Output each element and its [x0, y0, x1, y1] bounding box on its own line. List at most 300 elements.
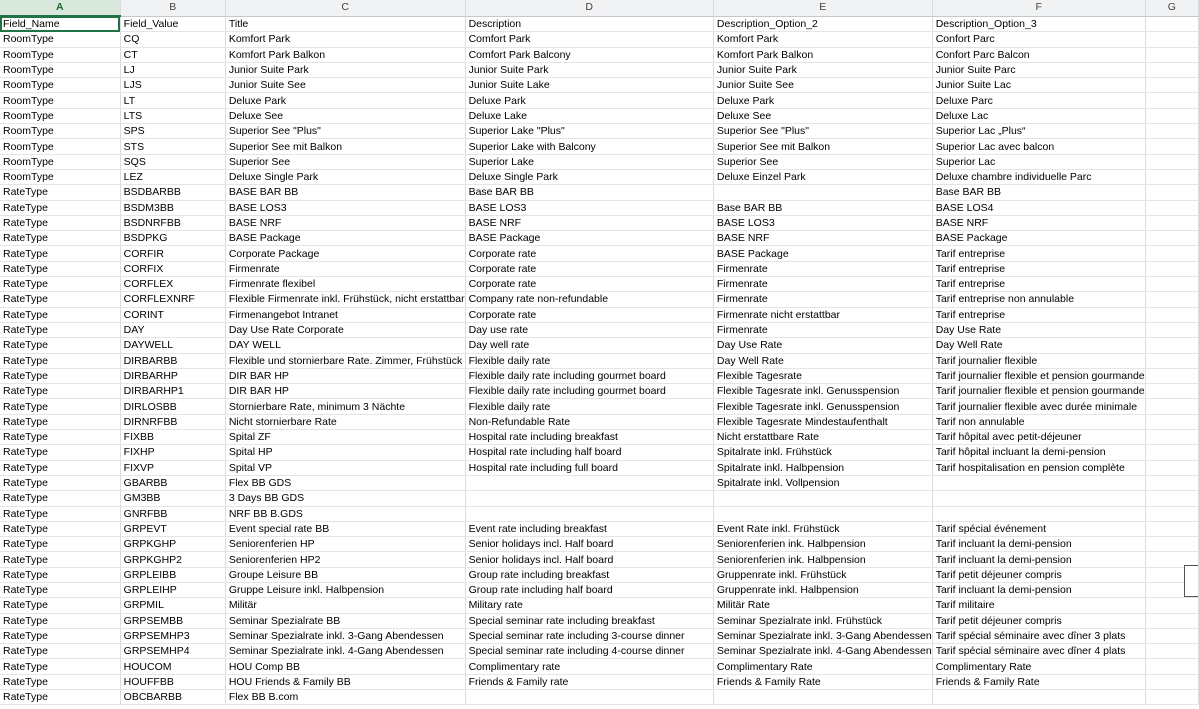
cell-a45[interactable]: RateType [0, 690, 120, 705]
cell-b12[interactable]: BSDBARBB [120, 185, 225, 200]
cell-d35[interactable]: Senior holidays incl. Half board [465, 537, 713, 552]
cell-e19[interactable]: Firmenrate [713, 292, 932, 307]
cell-e12[interactable] [713, 185, 932, 200]
cell-b2[interactable]: CQ [120, 32, 225, 47]
cell-f23[interactable]: Tarif journalier flexible [932, 353, 1145, 368]
cell-c10[interactable]: Superior See [225, 154, 465, 169]
cell-f4[interactable]: Junior Suite Parc [932, 62, 1145, 77]
cell-a41[interactable]: RateType [0, 628, 120, 643]
cell-g29[interactable] [1145, 445, 1198, 460]
cell-d6[interactable]: Deluxe Park [465, 93, 713, 108]
cell-g35[interactable] [1145, 537, 1198, 552]
cell-c8[interactable]: Superior See "Plus" [225, 124, 465, 139]
cell-e14[interactable]: BASE LOS3 [713, 215, 932, 230]
cell-d29[interactable]: Hospital rate including half board [465, 445, 713, 460]
cell-f1[interactable]: Description_Option_3 [932, 16, 1145, 32]
cell-a35[interactable]: RateType [0, 537, 120, 552]
cell-b33[interactable]: GNRFBB [120, 506, 225, 521]
cell-d16[interactable]: Corporate rate [465, 246, 713, 261]
cell-g23[interactable] [1145, 353, 1198, 368]
cell-b25[interactable]: DIRBARHP1 [120, 384, 225, 399]
cell-d13[interactable]: BASE LOS3 [465, 200, 713, 215]
cell-a13[interactable]: RateType [0, 200, 120, 215]
cell-a5[interactable]: RoomType [0, 78, 120, 93]
cell-c18[interactable]: Firmenrate flexibel [225, 277, 465, 292]
cell-c16[interactable]: Corporate Package [225, 246, 465, 261]
cell-a32[interactable]: RateType [0, 491, 120, 506]
column-header-d[interactable]: D [465, 0, 713, 16]
cell-f38[interactable]: Tarif incluant la demi-pension [932, 582, 1145, 597]
cell-g3[interactable] [1145, 47, 1198, 62]
cell-b30[interactable]: FIXVP [120, 460, 225, 475]
cell-g42[interactable] [1145, 644, 1198, 659]
cell-c11[interactable]: Deluxe Single Park [225, 169, 465, 184]
cell-f10[interactable]: Superior Lac [932, 154, 1145, 169]
cell-d44[interactable]: Friends & Family rate [465, 674, 713, 689]
cell-a7[interactable]: RoomType [0, 108, 120, 123]
cell-a22[interactable]: RateType [0, 338, 120, 353]
cell-c31[interactable]: Flex BB GDS [225, 475, 465, 490]
cell-f39[interactable]: Tarif militaire [932, 598, 1145, 613]
cell-g11[interactable] [1145, 169, 1198, 184]
cell-a19[interactable]: RateType [0, 292, 120, 307]
cell-b6[interactable]: LT [120, 93, 225, 108]
cell-e1[interactable]: Description_Option_2 [713, 16, 932, 32]
cell-a25[interactable]: RateType [0, 384, 120, 399]
cell-f22[interactable]: Day Well Rate [932, 338, 1145, 353]
cell-g34[interactable] [1145, 521, 1198, 536]
cell-a15[interactable]: RateType [0, 231, 120, 246]
cell-c27[interactable]: Nicht stornierbare Rate [225, 414, 465, 429]
cell-g25[interactable] [1145, 384, 1198, 399]
cell-c34[interactable]: Event special rate BB [225, 521, 465, 536]
cell-f28[interactable]: Tarif hôpital avec petit-déjeuner [932, 430, 1145, 445]
cell-e26[interactable]: Flexible Tagesrate inkl. Genusspension [713, 399, 932, 414]
cell-a21[interactable]: RateType [0, 322, 120, 337]
cell-e44[interactable]: Friends & Family Rate [713, 674, 932, 689]
cell-c14[interactable]: BASE NRF [225, 215, 465, 230]
cell-g24[interactable] [1145, 368, 1198, 383]
cell-b3[interactable]: CT [120, 47, 225, 62]
column-header-c[interactable]: C [225, 0, 465, 16]
cell-b19[interactable]: CORFLEXNRF [120, 292, 225, 307]
cell-g45[interactable] [1145, 690, 1198, 705]
cell-c43[interactable]: HOU Comp BB [225, 659, 465, 674]
cell-b37[interactable]: GRPLEIBB [120, 567, 225, 582]
cell-b43[interactable]: HOUCOM [120, 659, 225, 674]
cell-g27[interactable] [1145, 414, 1198, 429]
cell-d9[interactable]: Superior Lake with Balcony [465, 139, 713, 154]
cell-f2[interactable]: Confort Parc [932, 32, 1145, 47]
cell-e13[interactable]: Base BAR BB [713, 200, 932, 215]
cell-b1[interactable]: Field_Value [120, 16, 225, 32]
cell-c22[interactable]: DAY WELL [225, 338, 465, 353]
cell-e35[interactable]: Seniorenferien ink. Halbpension [713, 537, 932, 552]
cell-a31[interactable]: RateType [0, 475, 120, 490]
cell-e6[interactable]: Deluxe Park [713, 93, 932, 108]
cell-c24[interactable]: DIR BAR HP [225, 368, 465, 383]
cell-g16[interactable] [1145, 246, 1198, 261]
cell-b20[interactable]: CORINT [120, 307, 225, 322]
cell-c9[interactable]: Superior See mit Balkon [225, 139, 465, 154]
cell-e30[interactable]: Spitalrate inkl. Halbpension [713, 460, 932, 475]
cell-b32[interactable]: GM3BB [120, 491, 225, 506]
cell-c30[interactable]: Spital VP [225, 460, 465, 475]
cell-e27[interactable]: Flexible Tagesrate Mindestaufenthalt [713, 414, 932, 429]
cell-a37[interactable]: RateType [0, 567, 120, 582]
cell-c42[interactable]: Seminar Spezialrate inkl. 4-Gang Abendessen [225, 644, 465, 659]
cell-c17[interactable]: Firmenrate [225, 261, 465, 276]
cell-b39[interactable]: GRPMIL [120, 598, 225, 613]
cell-g22[interactable] [1145, 338, 1198, 353]
cell-f7[interactable]: Deluxe Lac [932, 108, 1145, 123]
cell-g43[interactable] [1145, 659, 1198, 674]
cell-a43[interactable]: RateType [0, 659, 120, 674]
cell-b18[interactable]: CORFLEX [120, 277, 225, 292]
cell-g7[interactable] [1145, 108, 1198, 123]
cell-e5[interactable]: Junior Suite See [713, 78, 932, 93]
cell-f29[interactable]: Tarif hôpital incluant la demi-pension [932, 445, 1145, 460]
cell-e18[interactable]: Firmenrate [713, 277, 932, 292]
cell-g21[interactable] [1145, 322, 1198, 337]
cell-f11[interactable]: Deluxe chambre individuelle Parc [932, 169, 1145, 184]
cell-d21[interactable]: Day use rate [465, 322, 713, 337]
cell-e2[interactable]: Komfort Park [713, 32, 932, 47]
cell-b31[interactable]: GBARBB [120, 475, 225, 490]
cell-e32[interactable] [713, 491, 932, 506]
cell-f25[interactable]: Tarif journalier flexible et pension gourmande [932, 384, 1145, 399]
cell-d36[interactable]: Senior holidays incl. Half board [465, 552, 713, 567]
cell-f37[interactable]: Tarif petit déjeuner compris [932, 567, 1145, 582]
column-header-a[interactable]: A [0, 0, 120, 16]
cell-d43[interactable]: Complimentary rate [465, 659, 713, 674]
cell-g41[interactable] [1145, 628, 1198, 643]
cell-e20[interactable]: Firmenrate nicht erstattbar [713, 307, 932, 322]
cell-g4[interactable] [1145, 62, 1198, 77]
cell-b38[interactable]: GRPLEIHP [120, 582, 225, 597]
cell-f3[interactable]: Confort Parc Balcon [932, 47, 1145, 62]
cell-c5[interactable]: Junior Suite See [225, 78, 465, 93]
cell-a24[interactable]: RateType [0, 368, 120, 383]
cell-e10[interactable]: Superior See [713, 154, 932, 169]
cell-e25[interactable]: Flexible Tagesrate inkl. Genusspension [713, 384, 932, 399]
cell-a14[interactable]: RateType [0, 215, 120, 230]
cell-f5[interactable]: Junior Suite Lac [932, 78, 1145, 93]
cell-d11[interactable]: Deluxe Single Park [465, 169, 713, 184]
cell-a23[interactable]: RateType [0, 353, 120, 368]
cell-c1[interactable]: Title [225, 16, 465, 32]
cell-f16[interactable]: Tarif entreprise [932, 246, 1145, 261]
cell-a39[interactable]: RateType [0, 598, 120, 613]
cell-a29[interactable]: RateType [0, 445, 120, 460]
cell-g19[interactable] [1145, 292, 1198, 307]
cell-c28[interactable]: Spital ZF [225, 430, 465, 445]
cell-d24[interactable]: Flexible daily rate including gourmet board [465, 368, 713, 383]
cell-b27[interactable]: DIRNRFBB [120, 414, 225, 429]
cell-a40[interactable]: RateType [0, 613, 120, 628]
cell-e38[interactable]: Gruppenrate inkl. Halbpension [713, 582, 932, 597]
cell-f45[interactable] [932, 690, 1145, 705]
cell-b21[interactable]: DAY [120, 322, 225, 337]
cell-e45[interactable] [713, 690, 932, 705]
cell-g28[interactable] [1145, 430, 1198, 445]
cell-f19[interactable]: Tarif entreprise non annulable [932, 292, 1145, 307]
cell-f41[interactable]: Tarif spécial séminaire avec dîner 3 plats [932, 628, 1145, 643]
cell-f26[interactable]: Tarif journalier flexible avec durée minimale [932, 399, 1145, 414]
cell-c2[interactable]: Komfort Park [225, 32, 465, 47]
cell-b17[interactable]: CORFIX [120, 261, 225, 276]
cell-a28[interactable]: RateType [0, 430, 120, 445]
cell-b16[interactable]: CORFIR [120, 246, 225, 261]
cell-g31[interactable] [1145, 475, 1198, 490]
cell-b11[interactable]: LEZ [120, 169, 225, 184]
cell-f44[interactable]: Friends & Family Rate [932, 674, 1145, 689]
cell-a12[interactable]: RateType [0, 185, 120, 200]
cell-d41[interactable]: Special seminar rate including 3-course dinner [465, 628, 713, 643]
cell-c20[interactable]: Firmenangebot Intranet [225, 307, 465, 322]
cell-b41[interactable]: GRPSEMHP3 [120, 628, 225, 643]
cell-g44[interactable] [1145, 674, 1198, 689]
cell-e40[interactable]: Seminar Spezialrate inkl. Frühstück [713, 613, 932, 628]
cell-d23[interactable]: Flexible daily rate [465, 353, 713, 368]
cell-d45[interactable] [465, 690, 713, 705]
cell-f8[interactable]: Superior Lac „Plus“ [932, 124, 1145, 139]
cell-e15[interactable]: BASE NRF [713, 231, 932, 246]
cell-g20[interactable] [1145, 307, 1198, 322]
cell-b22[interactable]: DAYWELL [120, 338, 225, 353]
cell-a3[interactable]: RoomType [0, 47, 120, 62]
cell-f31[interactable] [932, 475, 1145, 490]
cell-d37[interactable]: Group rate including breakfast [465, 567, 713, 582]
cell-e11[interactable]: Deluxe Einzel Park [713, 169, 932, 184]
cell-a26[interactable]: RateType [0, 399, 120, 414]
cell-a33[interactable]: RateType [0, 506, 120, 521]
cell-f43[interactable]: Complimentary Rate [932, 659, 1145, 674]
cell-b35[interactable]: GRPKGHP [120, 537, 225, 552]
cell-f24[interactable]: Tarif journalier flexible et pension gourmande [932, 368, 1145, 383]
cell-c6[interactable]: Deluxe Park [225, 93, 465, 108]
cell-d42[interactable]: Special seminar rate including 4-course dinner [465, 644, 713, 659]
cell-c29[interactable]: Spital HP [225, 445, 465, 460]
cell-d25[interactable]: Flexible daily rate including gourmet board [465, 384, 713, 399]
cell-c32[interactable]: 3 Days BB GDS [225, 491, 465, 506]
cell-d17[interactable]: Corporate rate [465, 261, 713, 276]
cell-f30[interactable]: Tarif hospitalisation en pension complète [932, 460, 1145, 475]
cell-b29[interactable]: FIXHP [120, 445, 225, 460]
cell-g39[interactable] [1145, 598, 1198, 613]
cell-g6[interactable] [1145, 93, 1198, 108]
cell-f27[interactable]: Tarif non annulable [932, 414, 1145, 429]
cell-b5[interactable]: LJS [120, 78, 225, 93]
cell-b10[interactable]: SQS [120, 154, 225, 169]
cell-d34[interactable]: Event rate including breakfast [465, 521, 713, 536]
cell-g33[interactable] [1145, 506, 1198, 521]
cell-e3[interactable]: Komfort Park Balkon [713, 47, 932, 62]
cell-c23[interactable]: Flexible und stornierbare Rate. Zimmer, Frühstück [225, 353, 465, 368]
cell-a34[interactable]: RateType [0, 521, 120, 536]
cell-g13[interactable] [1145, 200, 1198, 215]
cell-e21[interactable]: Firmenrate [713, 322, 932, 337]
cell-d39[interactable]: Military rate [465, 598, 713, 613]
column-header-f[interactable]: F [932, 0, 1145, 16]
cell-c3[interactable]: Komfort Park Balkon [225, 47, 465, 62]
column-header-e[interactable]: E [713, 0, 932, 16]
cell-g32[interactable] [1145, 491, 1198, 506]
cell-a9[interactable]: RoomType [0, 139, 120, 154]
cell-g9[interactable] [1145, 139, 1198, 154]
cell-e41[interactable]: Seminar Spezialrate inkl. 3-Gang Abendessen [713, 628, 932, 643]
cell-b23[interactable]: DIRBARBB [120, 353, 225, 368]
cell-c35[interactable]: Seniorenferien HP [225, 537, 465, 552]
cell-c41[interactable]: Seminar Spezialrate inkl. 3-Gang Abendessen [225, 628, 465, 643]
cell-f36[interactable]: Tarif incluant la demi-pension [932, 552, 1145, 567]
cell-e43[interactable]: Complimentary Rate [713, 659, 932, 674]
cell-d1[interactable]: Description [465, 16, 713, 32]
cell-c15[interactable]: BASE Package [225, 231, 465, 246]
cell-g40[interactable] [1145, 613, 1198, 628]
cell-b4[interactable]: LJ [120, 62, 225, 77]
cell-a2[interactable]: RoomType [0, 32, 120, 47]
cell-d31[interactable] [465, 475, 713, 490]
cell-c7[interactable]: Deluxe See [225, 108, 465, 123]
cell-c19[interactable]: Flexible Firmenrate inkl. Frühstück, nicht erstattbar [225, 292, 465, 307]
cell-e9[interactable]: Superior See mit Balkon [713, 139, 932, 154]
cell-c39[interactable]: Militär [225, 598, 465, 613]
cell-e39[interactable]: Militär Rate [713, 598, 932, 613]
cell-e22[interactable]: Day Use Rate [713, 338, 932, 353]
cell-f42[interactable]: Tarif spécial séminaire avec dîner 4 plats [932, 644, 1145, 659]
cell-f32[interactable] [932, 491, 1145, 506]
cell-e17[interactable]: Firmenrate [713, 261, 932, 276]
cell-e34[interactable]: Event Rate inkl. Frühstück [713, 521, 932, 536]
cell-b26[interactable]: DIRLOSBB [120, 399, 225, 414]
cell-a10[interactable]: RoomType [0, 154, 120, 169]
cell-a6[interactable]: RoomType [0, 93, 120, 108]
cell-d28[interactable]: Hospital rate including breakfast [465, 430, 713, 445]
cell-d40[interactable]: Special seminar rate including breakfast [465, 613, 713, 628]
cell-f6[interactable]: Deluxe Parc [932, 93, 1145, 108]
cell-d14[interactable]: BASE NRF [465, 215, 713, 230]
cell-c45[interactable]: Flex BB B.com [225, 690, 465, 705]
cell-e36[interactable]: Seniorenferien ink. Halbpension [713, 552, 932, 567]
cell-g12[interactable] [1145, 185, 1198, 200]
cell-g10[interactable] [1145, 154, 1198, 169]
cell-f34[interactable]: Tarif spécial événement [932, 521, 1145, 536]
cell-c40[interactable]: Seminar Spezialrate BB [225, 613, 465, 628]
cell-f12[interactable]: Base BAR BB [932, 185, 1145, 200]
cell-e24[interactable]: Flexible Tagesrate [713, 368, 932, 383]
cell-a4[interactable]: RoomType [0, 62, 120, 77]
cell-d5[interactable]: Junior Suite Lake [465, 78, 713, 93]
cell-b45[interactable]: OBCBARBB [120, 690, 225, 705]
cell-g26[interactable] [1145, 399, 1198, 414]
cell-d38[interactable]: Group rate including half board [465, 582, 713, 597]
cell-f33[interactable] [932, 506, 1145, 521]
cell-d33[interactable] [465, 506, 713, 521]
cell-d19[interactable]: Company rate non-refundable [465, 292, 713, 307]
cell-c4[interactable]: Junior Suite Park [225, 62, 465, 77]
cell-d7[interactable]: Deluxe Lake [465, 108, 713, 123]
cell-c21[interactable]: Day Use Rate Corporate [225, 322, 465, 337]
cell-d27[interactable]: Non-Refundable Rate [465, 414, 713, 429]
cell-a8[interactable]: RoomType [0, 124, 120, 139]
cell-b7[interactable]: LTS [120, 108, 225, 123]
cell-a18[interactable]: RateType [0, 277, 120, 292]
cell-b28[interactable]: FIXBB [120, 430, 225, 445]
cell-a20[interactable]: RateType [0, 307, 120, 322]
cell-a42[interactable]: RateType [0, 644, 120, 659]
cell-c37[interactable]: Groupe Leisure BB [225, 567, 465, 582]
cell-g5[interactable] [1145, 78, 1198, 93]
cell-g30[interactable] [1145, 460, 1198, 475]
cell-e28[interactable]: Nicht erstattbare Rate [713, 430, 932, 445]
cell-b8[interactable]: SPS [120, 124, 225, 139]
edge-handle[interactable] [1184, 565, 1198, 597]
cell-a30[interactable]: RateType [0, 460, 120, 475]
cell-b44[interactable]: HOUFFBB [120, 674, 225, 689]
cell-b9[interactable]: STS [120, 139, 225, 154]
cell-a16[interactable]: RateType [0, 246, 120, 261]
cell-a1[interactable]: Field_Name [0, 16, 120, 32]
cell-a11[interactable]: RoomType [0, 169, 120, 184]
cell-f9[interactable]: Superior Lac avec balcon [932, 139, 1145, 154]
cell-d32[interactable] [465, 491, 713, 506]
cell-g2[interactable] [1145, 32, 1198, 47]
cell-g15[interactable] [1145, 231, 1198, 246]
cell-g1[interactable] [1145, 16, 1198, 32]
cell-e42[interactable]: Seminar Spezialrate inkl. 4-Gang Abendessen [713, 644, 932, 659]
cell-b36[interactable]: GRPKGHP2 [120, 552, 225, 567]
cell-b42[interactable]: GRPSEMHP4 [120, 644, 225, 659]
cell-e8[interactable]: Superior See "Plus" [713, 124, 932, 139]
cell-c33[interactable]: NRF BB B.GDS [225, 506, 465, 521]
cell-a36[interactable]: RateType [0, 552, 120, 567]
cell-d12[interactable]: Base BAR BB [465, 185, 713, 200]
cell-a38[interactable]: RateType [0, 582, 120, 597]
cell-d18[interactable]: Corporate rate [465, 277, 713, 292]
cell-d20[interactable]: Corporate rate [465, 307, 713, 322]
cell-a44[interactable]: RateType [0, 674, 120, 689]
cell-c12[interactable]: BASE BAR BB [225, 185, 465, 200]
cell-c13[interactable]: BASE LOS3 [225, 200, 465, 215]
cell-g18[interactable] [1145, 277, 1198, 292]
cell-f17[interactable]: Tarif entreprise [932, 261, 1145, 276]
cell-d22[interactable]: Day well rate [465, 338, 713, 353]
cell-b40[interactable]: GRPSEMBB [120, 613, 225, 628]
cell-f35[interactable]: Tarif incluant la demi-pension [932, 537, 1145, 552]
cell-b24[interactable]: DIRBARHP [120, 368, 225, 383]
cell-b15[interactable]: BSDPKG [120, 231, 225, 246]
cell-e4[interactable]: Junior Suite Park [713, 62, 932, 77]
cell-d30[interactable]: Hospital rate including full board [465, 460, 713, 475]
cell-e29[interactable]: Spitalrate inkl. Frühstück [713, 445, 932, 460]
cell-g14[interactable] [1145, 215, 1198, 230]
cell-f20[interactable]: Tarif entreprise [932, 307, 1145, 322]
cell-d15[interactable]: BASE Package [465, 231, 713, 246]
cell-e7[interactable]: Deluxe See [713, 108, 932, 123]
cell-f13[interactable]: BASE LOS4 [932, 200, 1145, 215]
cell-b13[interactable]: BSDM3BB [120, 200, 225, 215]
column-header-b[interactable]: B [120, 0, 225, 16]
cell-c44[interactable]: HOU Friends & Family BB [225, 674, 465, 689]
cell-e33[interactable] [713, 506, 932, 521]
cell-d4[interactable]: Junior Suite Park [465, 62, 713, 77]
cell-f14[interactable]: BASE NRF [932, 215, 1145, 230]
cell-c36[interactable]: Seniorenferien HP2 [225, 552, 465, 567]
cell-d8[interactable]: Superior Lake "Plus" [465, 124, 713, 139]
cell-c26[interactable]: Stornierbare Rate, minimum 3 Nächte [225, 399, 465, 414]
cell-e37[interactable]: Gruppenrate inkl. Frühstück [713, 567, 932, 582]
